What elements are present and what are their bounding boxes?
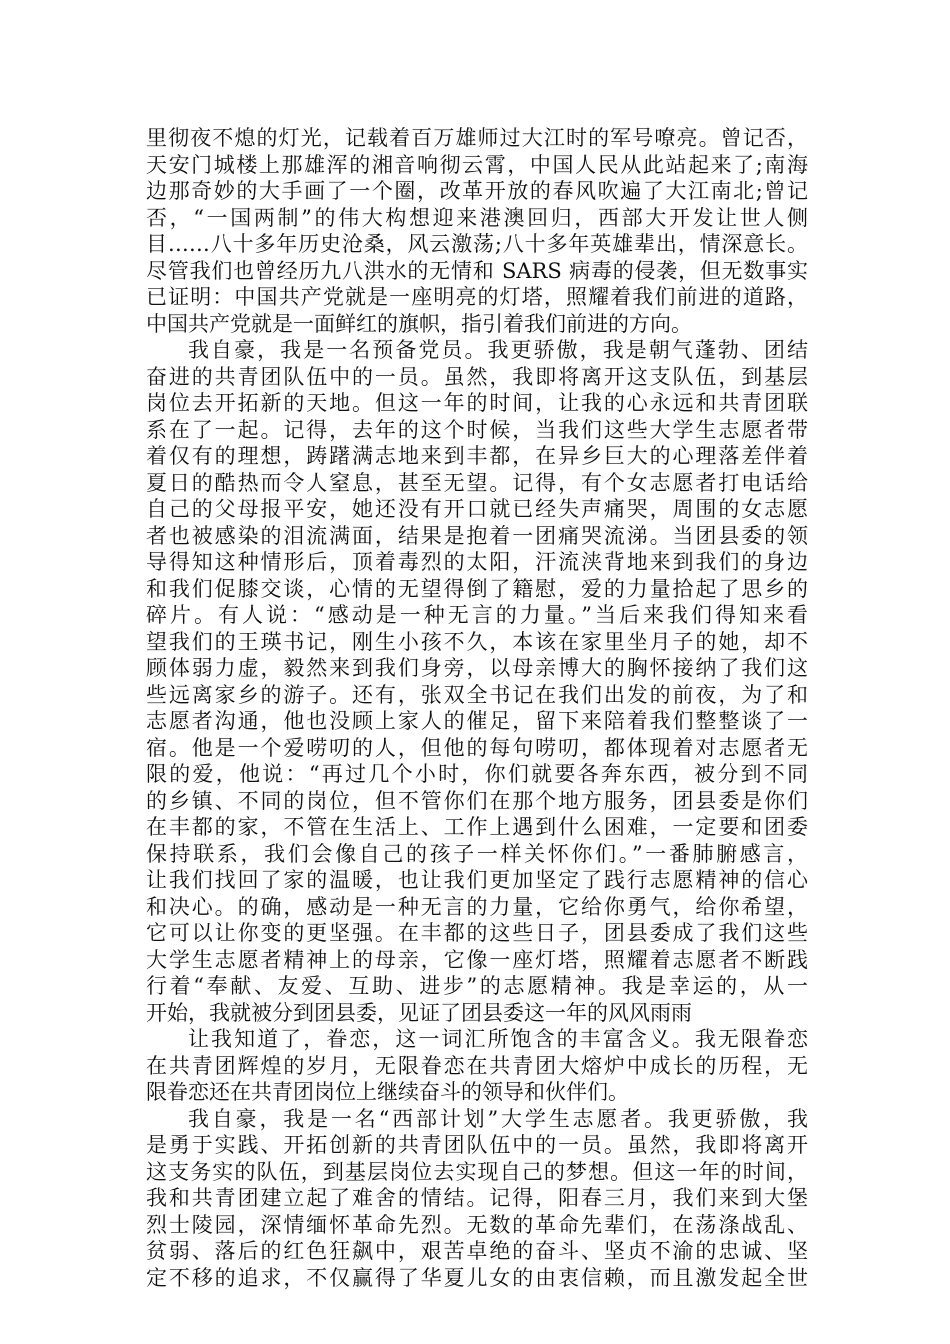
text-line: 系在了一起。记得，去年的这个时候，当我们这些大学生志愿者带 <box>146 417 808 442</box>
text-line: 导得知这种情形后，顶着毒烈的太阳，汗流浃背地来到我们的身边 <box>146 550 808 574</box>
text-line: 定不移的追求，不仅赢得了华夏儿女的由衷信赖，而且激发起全世 <box>146 1265 808 1290</box>
text-line: 奋进的共青团队伍中的一员。虽然，我即将离开这支队伍，到基层 <box>146 364 808 389</box>
text-line: 已证明：中国共产党就是一座明亮的灯塔，照耀着我们前进的道路， <box>146 285 808 309</box>
text-line: 让我知道了，眷恋，这一词汇所饱含的丰富含义。我无限眷恋 <box>188 1027 808 1051</box>
text-line: 限眷恋还在共青团岗位上继续奋斗的领导和伙伴们。 <box>146 1080 629 1104</box>
text-line: 的乡镇、不同的岗位，但不管你们在那个地方服务，团县委是你们 <box>146 788 808 813</box>
document-body <box>146 125 808 1291</box>
text-line: 着仅有的理想，踌躇满志地来到丰都，在异乡巨大的心理落差伴着 <box>146 444 808 468</box>
text-line: 志愿者沟通，他也没顾上家人的催足，留下来陪着我们整整谈了一 <box>146 709 808 733</box>
text-line: 边那奇妙的大手画了一个圈，改革开放的春风吹遍了大江南北;曾记 <box>146 179 808 203</box>
text-line: 自己的父母报平安，她还没有开口就已经失声痛哭，周围的女志愿 <box>146 497 808 521</box>
text-line: 这支务实的队伍，到基层岗位去实现自己的梦想。但这一年的时间， <box>146 1159 808 1184</box>
text-line: 开始，我就被分到团县委，见证了团县委这一年的风风雨雨 <box>146 1000 692 1025</box>
text-line: 目……八十多年历史沧桑，风云激荡;八十多年英雄辈出，情深意长。 <box>146 232 808 256</box>
text-line: 行着“奉献、友爱、互助、进步”的志愿精神。我是幸运的，从一 <box>146 974 808 998</box>
text-line: 天安门城楼上那雄浑的湘音响彻云霄，中国人民从此站起来了;南海 <box>146 152 808 177</box>
text-line: 碎片。有人说：“感动是一种无言的力量。”当后来我们得知来看 <box>146 603 808 627</box>
text-line: 者也被感染的泪流满面，结果是抱着一团痛哭流涕。当团县委的领 <box>146 523 808 548</box>
text-line: 它可以让你变的更坚强。在丰都的这些日子，团县委成了我们这些 <box>146 921 808 945</box>
text-line: 我自豪，我是一名预备党员。我更骄傲，我是朝气蓬勃、团结 <box>188 338 808 362</box>
text-line: 顾体弱力虚，毅然来到我们身旁，以母亲博大的胸怀接纳了我们这 <box>146 656 808 680</box>
text-line: 些远离家乡的游子。还有，张双全书记在我们出发的前夜，为了和 <box>146 682 808 707</box>
text-line: 在丰都的家，不管在生活上、工作上遇到什么困难，一定要和团委 <box>146 815 808 839</box>
text-line: 烈士陵园，深情缅怀革命先烈。无数的革命先辈们，在荡涤战乱、 <box>146 1212 808 1237</box>
text-line: 夏日的酷热而令人窒息，甚至无望。记得，有个女志愿者打电话给 <box>146 470 808 495</box>
text-line: 尽管我们也曾经历九八洪水的无情和 SARS 病毒的侵袭，但无数事实 <box>146 258 808 283</box>
text-line: 保持联系，我们会像自己的孩子一样关怀你们。”一番肺腑感言， <box>146 841 808 866</box>
text-line: 中国共产党就是一面鲜红的旗帜，指引着我们前进的方向。 <box>146 311 692 336</box>
text-line: 在共青团辉煌的岁月，无限眷恋在共青团大熔炉中成长的历程，无 <box>146 1053 808 1078</box>
text-line: 是勇于实践、开拓创新的共青团队伍中的一员。虽然，我即将离开 <box>146 1133 808 1157</box>
text-line: 贫弱、落后的红色狂飙中，艰苦卓绝的奋斗、坚贞不渝的忠诚、坚 <box>146 1239 808 1263</box>
text-line: 里彻夜不熄的灯光，记载着百万雄师过大江时的军号嘹亮。曾记否， <box>146 126 808 150</box>
text-line: 宿。他是一个爱唠叨的人，但他的每句唠叨，都体现着对志愿者无 <box>146 735 808 760</box>
text-line: 岗位去开拓新的天地。但这一年的时间，让我的心永远和共青团联 <box>146 391 808 415</box>
text-line: 望我们的王瑛书记，刚生小孩不久，本该在家里坐月子的她，却不 <box>146 629 808 654</box>
text-line: 我自豪，我是一名“西部计划”大学生志愿者。我更骄傲，我 <box>188 1106 808 1131</box>
text-line: 否，“一国两制”的伟大构想迎来港澳回归，西部大开发让世人侧 <box>146 205 808 230</box>
text-line: 和我们促膝交谈，心情的无望得倒了籍慰，爱的力量拾起了思乡的 <box>146 576 808 601</box>
text-line: 我和共青团建立起了难舍的情结。记得，阳春三月，我们来到大堡 <box>146 1186 808 1210</box>
text-line: 让我们找回了家的温暖，也让我们更加坚定了践行志愿精神的信心 <box>146 868 808 892</box>
text-line: 限的爱，他说：“再过几个小时，你们就要各奔东西，被分到不同 <box>146 762 808 786</box>
text-line: 和决心。的确，感动是一种无言的力量，它给你勇气，给你希望， <box>146 894 808 919</box>
text-line: 大学生志愿者精神上的母亲，它像一座灯塔，照耀着志愿者不断践 <box>146 947 808 972</box>
